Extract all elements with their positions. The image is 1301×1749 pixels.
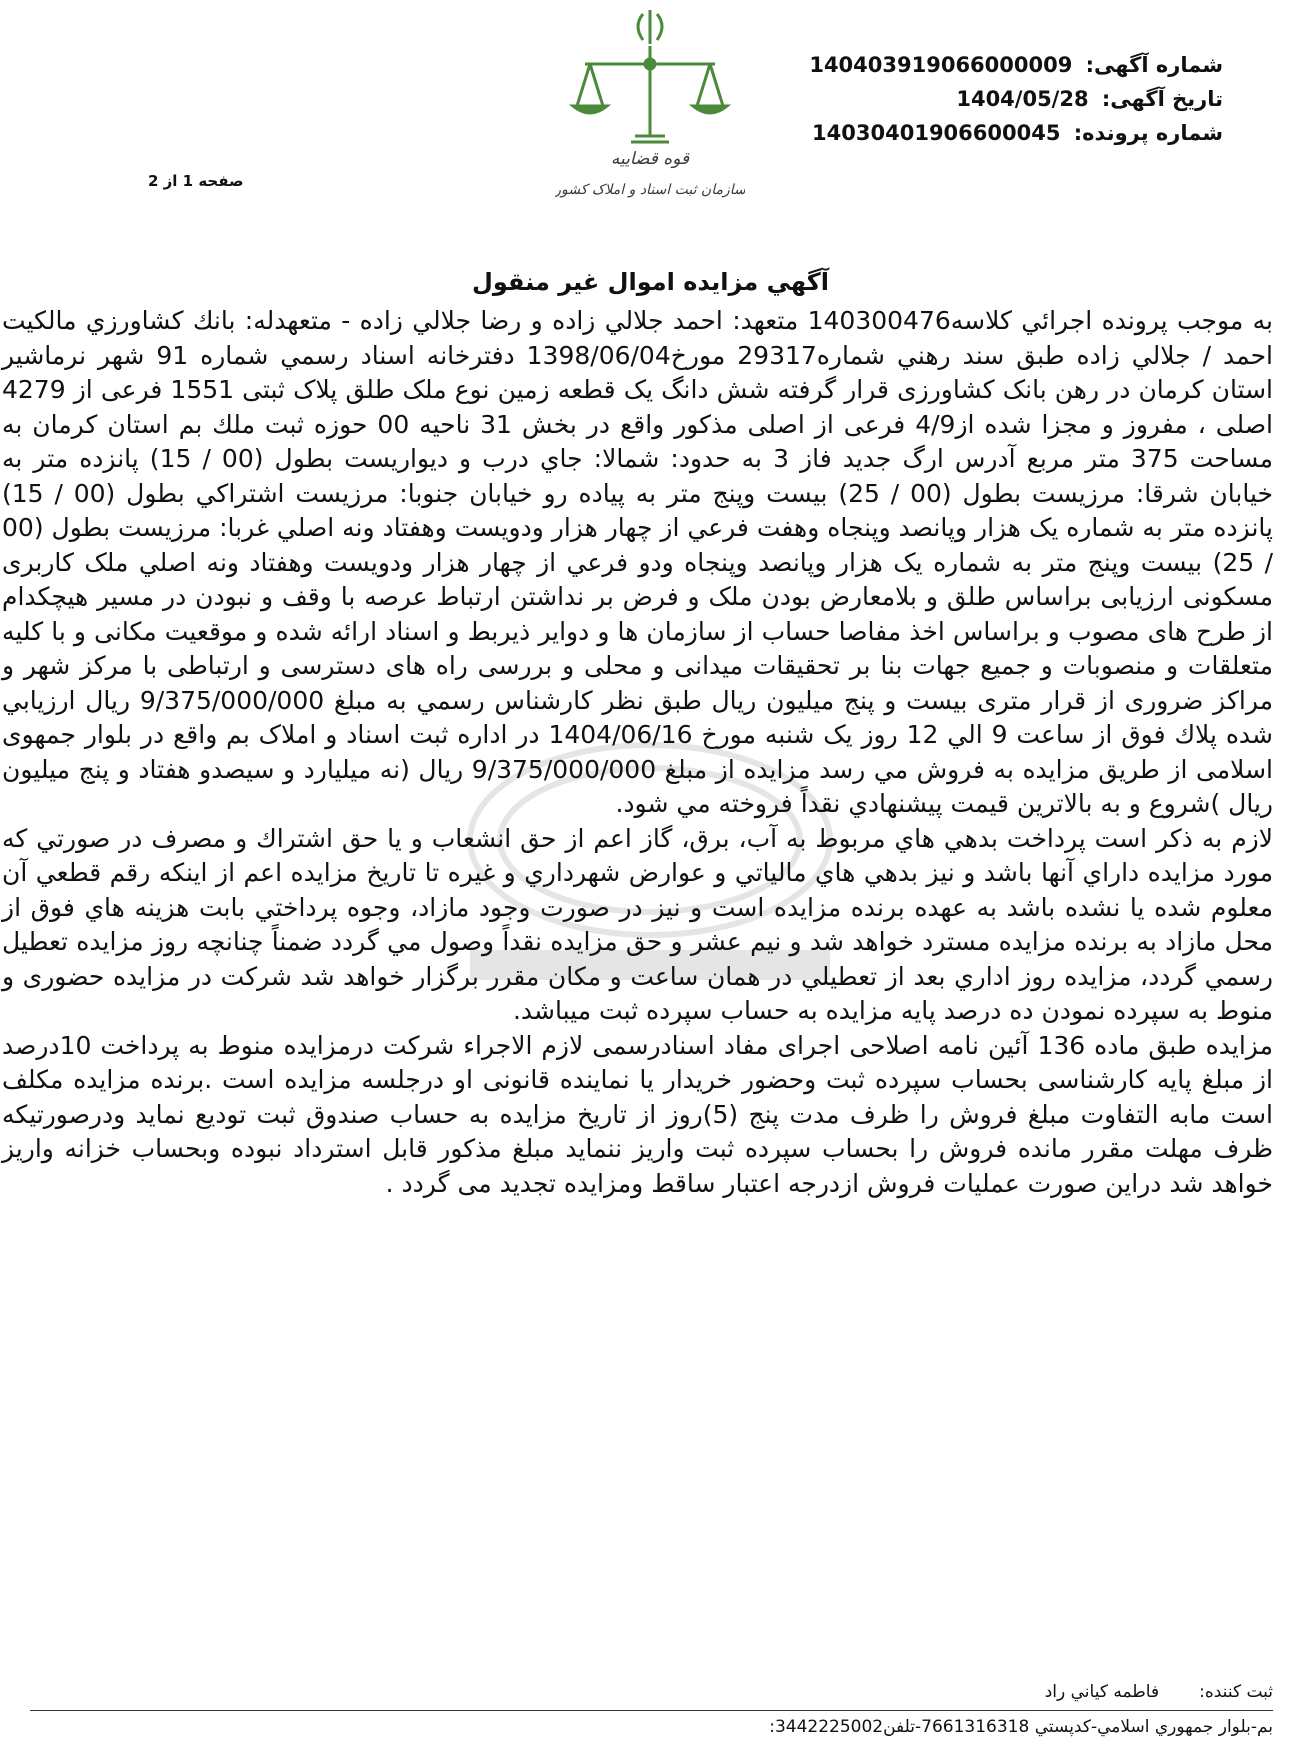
notice-date: 1404/05/28 [956,87,1089,111]
case-number: 14030401906600045 [812,121,1061,145]
registrar-row [30,1682,1273,1702]
body-paragraph: مزایده طبق ماده 136 آئین نامه اصلاحی اجرای مفاد اسنادرسمی لازم الاجراء شرکت درمزایده منوط به پرداخت 10درصد از مبلغ پایه کارشناسی بحساب سپرده ثبت وحضور خریدار یا نماینده قانونی او درجلسه مزایده است .برنده مزایده مکلف است مابه التفاوت مبلغ فروش را ظرف مدت پنج (5)روز از تاریخ مزایده به حساب صندوق ثبت تودیع نماید ودرصورتیکه ظرف مهلت مقرر مانده فروش را بحساب سپرده ثبت واریز ننماید مبلغ مذکور قابل استرداد نبوده وبحساب خزانه واریز خواهد شد دراین صورت عملیات فروش ازدرجه اعتبار ساقط ومزایده تجدید می گردد . [2,1030,1274,1198]
body-paragraph: لازم به ذكر است پرداخت بدهي هاي مربوط به آب، برق، گاز اعم از حق انشعاب و يا حق اشتراك و مصرف در صورتي كه مورد مزايده داراي آنها باشد و نيز بدهي هاي مالياتي و عوارض شهرداري و غيره تا تاريخ مزايده اعم از اينكه رقم قطعي آن معلوم شده يا نشده باشد به عهده برنده مزايده است و نيز در صورت وجود مازاد، وجوه پرداختي بابت هزينه هاي فوق از محل مازاد به برنده مزايده مسترد خواهد شد و نيم عشر و حق مزايده نقداً وصول مي گردد ضمناً چنانچه روز مزايده تعطيل رسمي گردد، مزايده روز اداري بعد از تعطيلي در همان ساعت و مكان مقرر برگزار خواهد شد شرکت در مزایده حضوری و منوط به سپرده نمودن ده درصد پایه مزایده به حساب سپرده ثبت میباشد. [2,823,1273,1025]
registrar-name: فاطمه كياني راد [1044,1682,1160,1702]
notice-meta [809,48,1223,150]
notice-number-label: شماره آگهی: [1085,53,1223,77]
page-indicator: صفحه 1 از 2 [148,172,244,190]
case-number-row [809,116,1223,150]
registrar-label: ثبت كننده: [1199,1682,1273,1702]
notice-title: آگهي مزايده اموال غير منقول [472,268,829,296]
footer-divider [30,1710,1273,1711]
emblem-org: سازمان ثبت اسناد و املاک کشور [555,182,745,198]
notice-date-row [809,82,1223,116]
body-paragraph: به موجب پرونده اجرائي كلاسه140300476 متعهد: احمد جلالي زاده و رضا جلالي زاده - متعهدله: بانك كشاورزي مالكيت احمد / جلالي زاده طبق سند رهني شماره29317 مورخ1398/06/04 دفترخانه اسناد رسمي شماره 91 شهر نرماشير استان كرمان در رهن بانک کشاورزی قرار گرفته شش دانگ یک قطعه زمين نوع ملک طلق پلاک ثبتی 1551 فرعی از 4279 اصلی ، مفروز و مجزا شده از4/9 فرعی از اصلی مذكور واقع در بخش 31 ناحيه 00 حوزه ثبت ملك بم استان كرمان به مساحت 375 متر مربع آدرس ارگ جديد فاز 3 به حدود: شمالا: جاي درب و ديواريست بطول (00 / 15) پانزده متر به خيابان شرقا: مرزيست بطول (00 / 25) بيست وپنج متر به پياده رو خيابان جنوبا: مرزيست اشتراكي بطول (00 / 15) پانزده متر به شماره يک هزار وپانصد وپنجاه وهفت فرعي از چهار هزار ودويست وهفتاد ونه اصلي غربا: مرزيست بطول (00 / 25) بيست وپنج متر به شماره يک هزار وپانصد وپنجاه ودو فرعي از چهار هزار ودويست وهفتاد ونه اصلي ملک کاربری مسکونی ارزیابی براساس طلق و بلامعارض بودن ملک و فرض بر نداشتن ارتباط عرصه با وقف و نبودن در مسیر هیچکدام از طرح های مصوب و براساس اخذ مفاصا حساب از سازمان ها و دوایر ذیربط و اسناد ارائه شده و موقعیت مکانی و با کلیه متعلقات و منصوبات و جمیع جهات بنا بر تحقیقات میدانی و محلی و بررسی راه های دسترسی و ارتباطی با مرکز شهر و مراکز ضروری از قرار متری بیست و پنج میلیون ریال طبق نظر كارشناس رسمي به مبلغ 9/375/000/000 ريال ارزيابي شده پلاك فوق از ساعت 9 الي 12 روز يک شنبه مورخ 1404/06/16 در اداره ثبت اسناد و املاک بم واقع در بلوار جمهوی اسلامی از طريق مزايده به فروش مي رسد مزايده از مبلغ 9/375/000/000 ريال (نه ميليارد و سيصدو هفتاد و پنج ميليون ريال )شروع و به بالاترين قيمت پيشنهادي نقداً فروخته مي شود. [2,306,1274,818]
scales-of-justice-icon [555,6,745,216]
notice-number-row [809,48,1223,82]
office-address: بم-بلوار جمهوري اسلامي-كدپستي 7661316318-تلفن3442225002: [769,1717,1273,1737]
notice-number: 140403919066000009 [809,53,1073,77]
notice-body [2,304,1273,1201]
footer [30,1682,1273,1737]
case-number-label: شماره پرونده: [1073,121,1223,145]
notice-date-label: تاریخ آگهی: [1101,87,1223,111]
judiciary-emblem [555,6,745,216]
emblem-caption: قوه قضاییه [610,149,690,169]
